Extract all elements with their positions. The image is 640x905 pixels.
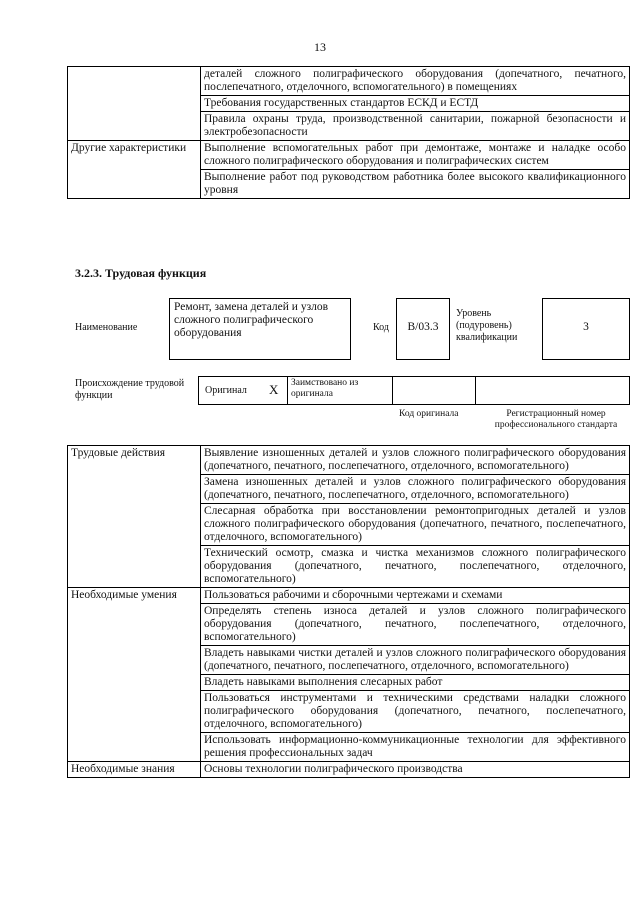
- table-cell: Выполнение работ под руководством работника более высокого квалификационного уровня: [201, 170, 630, 199]
- code-value-box: B/03.3: [396, 298, 450, 360]
- table-cell-label: Другие характеристики: [68, 141, 201, 199]
- origin-label: Происхождение трудовой функции: [75, 378, 185, 401]
- table-cell: Использовать информационно-коммуникационные технологии для эффективного решения профессиональных задач: [201, 733, 630, 762]
- table-cell: Требования государственных стандартов ЕСКД и ЕСТД: [201, 96, 630, 112]
- level-value-box: 3: [542, 298, 630, 360]
- table-cell: Правила охраны труда, производственной санитарии, пожарной безопасности и электробезопасности: [201, 112, 630, 141]
- table-cell-label: Необходимые умения: [68, 588, 201, 762]
- level-label: Уровень (подуровень) квалификации: [456, 308, 518, 343]
- table-cell: Владеть навыками выполнения слесарных работ: [201, 675, 630, 691]
- table-cell: деталей сложного полиграфического оборудования (допечатного, печатного, послепечатного, отделочного, вспомогательного) в помещениях: [201, 67, 630, 96]
- table-cell: Пользоваться инструментами и техническими средствами наладки сложного полиграфического оборудования (допечатного, печатного, послепечатного, отделочного, вспомогательного): [201, 691, 630, 733]
- table-row: [68, 446, 630, 475]
- table-row: [68, 588, 630, 604]
- table-row: [68, 67, 630, 96]
- origin-box: [198, 376, 630, 405]
- table-cell-label: [68, 67, 201, 141]
- name-label: Наименование: [75, 322, 138, 333]
- table-row: [68, 141, 630, 170]
- top-table: [67, 66, 630, 199]
- table-cell: Основы технологии полиграфического производства: [201, 762, 630, 778]
- table-cell: Выполнение вспомогательных работ при демонтаже, монтаже и наладке особо сложного полиграфического оборудования и полиграфических систем: [201, 141, 630, 170]
- table-cell: Технический осмотр, смазка и чистка механизмов сложного полиграфического оборудования (допечатного, печатного, послепечатного, отделочного, вспомогательного): [201, 546, 630, 588]
- section-title: 3.2.3. Трудовая функция: [75, 266, 207, 280]
- function-name-box: Ремонт, замена деталей и узлов сложного полиграфического оборудования: [169, 298, 351, 360]
- table-cell: Выявление изношенных деталей и узлов сложного полиграфического оборудования (допечатного, печатного, послепечатного, отделочного, вспомогательного): [201, 446, 630, 475]
- code-label: Код: [373, 322, 389, 333]
- table-cell: Владеть навыками чистки деталей и узлов сложного полиграфического оборудования (допечатного, печатного, послепечатного, отделочного, вспомогательного): [201, 646, 630, 675]
- table-cell: Слесарная обработка при восстановлении ремонтопригодных деталей и узлов сложного полиграфического оборудования (допечатного, печатного, послепечатного, отделочного, вспомогательного): [201, 504, 630, 546]
- table-cell: Определять степень износа деталей и узлов сложного полиграфического оборудования (допечатного, печатного, послепечатного, отделочного, вспомогательного): [201, 604, 630, 646]
- original-mark: X: [269, 382, 279, 397]
- table-cell: Замена изношенных деталей и узлов сложного полиграфического оборудования (допечатного, печатного, послепечатного, отделочного, вспомогательного): [201, 475, 630, 504]
- page-number: 13: [314, 40, 326, 54]
- borrowed-label: Заимствовано из оригинала: [291, 378, 359, 399]
- code-original-caption: Код оригинала: [399, 409, 459, 419]
- main-table: [67, 445, 630, 778]
- table-cell: Пользоваться рабочими и сборочными чертежами и схемами: [201, 588, 630, 604]
- table-cell-label: Необходимые знания: [68, 762, 201, 778]
- reg-number-caption: Регистрационный номер профессионального стандарта: [494, 409, 618, 430]
- original-label: Оригинал: [205, 385, 247, 396]
- table-cell-label: Трудовые действия: [68, 446, 201, 588]
- table-row: [68, 762, 630, 778]
